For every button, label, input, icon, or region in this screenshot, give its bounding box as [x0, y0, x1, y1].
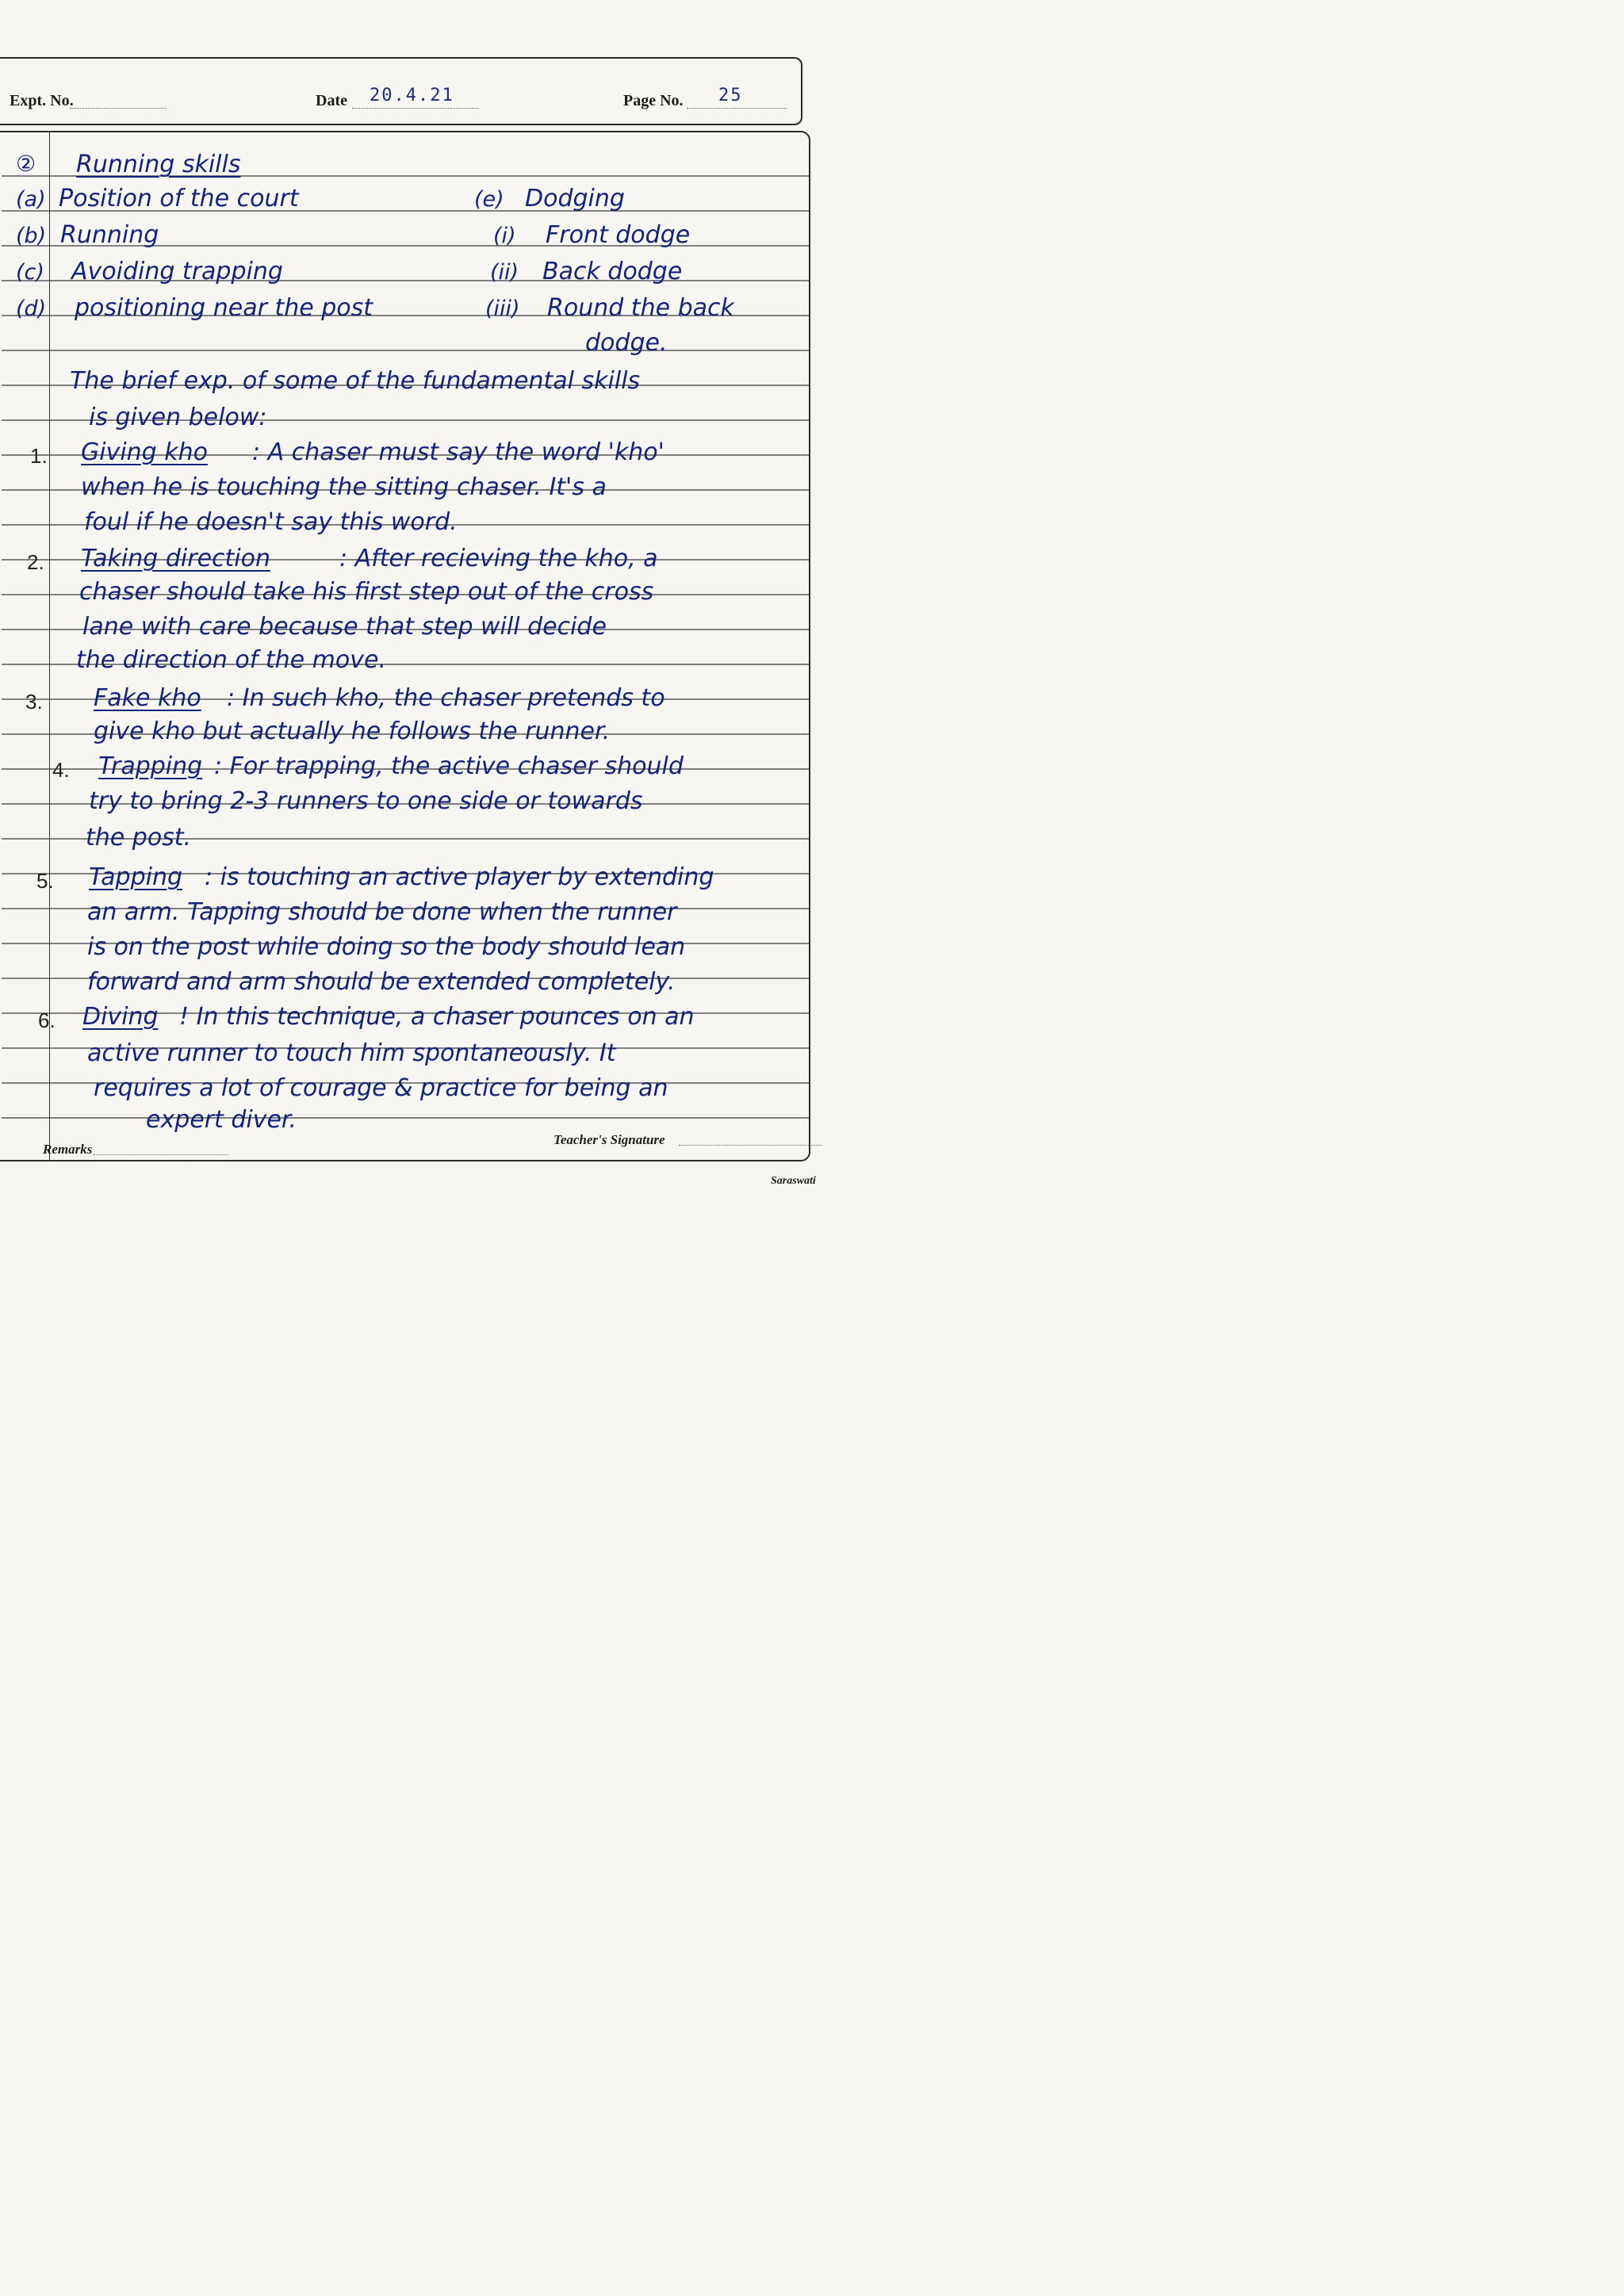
- skill-6-line-4: expert diver.: [146, 1106, 297, 1134]
- item-e-text: Dodging: [525, 185, 625, 212]
- skill-6-line-1: ! In this technique, a chaser pounces on an: [179, 1003, 695, 1031]
- skill-4-heading: Trapping: [98, 752, 203, 780]
- date-value: 20.4.21: [370, 86, 454, 105]
- section-title: Running skills: [76, 151, 241, 178]
- sub-item-ii-text: Back dodge: [542, 258, 683, 285]
- skill-5-heading: Tapping: [89, 863, 183, 891]
- margin-line: [49, 131, 50, 1161]
- skill-4-line-2: try to bring 2-3 runners to one side or towards: [89, 787, 643, 815]
- sub-item-iii-text: Round the back: [547, 294, 734, 322]
- expt-no-field: [70, 108, 167, 109]
- skill-6-line-2: active runner to touch him spontaneously. It: [87, 1039, 616, 1067]
- teacher-signature-field: [679, 1145, 822, 1146]
- item-c-marker: (c): [16, 260, 44, 285]
- section-number: ②: [16, 151, 36, 177]
- skill-5-line-4: forward and arm should be extended completely.: [87, 968, 676, 996]
- teacher-signature-label: Teacher's Signature: [553, 1132, 665, 1147]
- brand-name: Saraswati: [771, 1175, 816, 1187]
- item-a-text: Position of the court: [59, 185, 299, 212]
- remarks-label: Remarks: [43, 1142, 93, 1157]
- item-e-marker: (e): [474, 187, 504, 212]
- page-no-field: [687, 108, 787, 109]
- sub-item-i-text: Front dodge: [546, 221, 691, 249]
- expt-no-label: Expt. No.: [10, 92, 74, 109]
- skill-6-number: 6.: [38, 1008, 56, 1032]
- skill-3-number: 3.: [25, 690, 43, 714]
- item-a-marker: (a): [16, 187, 46, 212]
- skill-6-line-3: requires a lot of courage & practice for being an: [94, 1074, 668, 1102]
- item-b-text: Running: [60, 221, 159, 249]
- skill-2-line-2: chaser should take his first step out of the cross: [79, 578, 654, 606]
- intro-line-2: is given below:: [89, 404, 267, 431]
- skill-1-heading: Giving kho: [81, 438, 209, 466]
- skill-1-line-3: foul if he doesn't say this word.: [84, 508, 458, 536]
- date-label: Date: [316, 92, 347, 109]
- skill-2-line-3: lane with care because that step will decide: [82, 613, 607, 641]
- skill-5-line-3: is on the post while doing so the body should lean: [87, 933, 686, 961]
- skill-5-line-1: : is touching an active player by extending: [205, 863, 714, 891]
- skill-6-heading: Diving: [82, 1003, 159, 1031]
- skill-5-number: 5.: [36, 869, 54, 893]
- skill-2-line-1: : After recieving the kho, a: [339, 545, 658, 572]
- intro-line-1: The brief exp. of some of the fundamental skills: [70, 367, 641, 395]
- page-no-value: 25: [718, 86, 743, 105]
- skill-2-number: 2.: [27, 550, 44, 574]
- skill-1-line-2: when he is touching the sitting chaser. It's a: [81, 473, 607, 501]
- sub-item-iii-cont: dodge.: [585, 329, 668, 357]
- item-c-text: Avoiding trapping: [71, 258, 283, 285]
- item-b-marker: (b): [16, 224, 47, 248]
- sub-item-ii-marker: (ii): [490, 260, 519, 285]
- skill-3-line-1: : In such kho, the chaser pretends to: [227, 684, 665, 712]
- skill-5-line-2: an arm. Tapping should be done when the runner: [87, 898, 677, 926]
- notebook-page: [0, 0, 888, 1256]
- skill-4-line-1: : For trapping, the active chaser should: [214, 752, 684, 780]
- sub-item-iii-marker: (iii): [485, 297, 520, 321]
- date-field: [352, 108, 479, 109]
- skill-4-number: 4.: [52, 758, 70, 782]
- skill-3-line-2: give kho but actually he follows the runner.: [94, 718, 611, 745]
- page-no-label: Page No.: [623, 92, 684, 109]
- skill-2-heading: Taking direction: [81, 545, 270, 572]
- sub-item-i-marker: (i): [493, 224, 516, 248]
- item-d-marker: (d): [16, 297, 47, 321]
- skill-3-heading: Fake kho: [94, 684, 201, 712]
- skill-1-number: 1.: [30, 444, 48, 468]
- item-d-text: positioning near the post: [75, 294, 373, 322]
- skill-4-line-3: the post.: [86, 824, 192, 851]
- skill-1-line-1: : A chaser must say the word 'kho': [252, 438, 665, 466]
- remarks-field: [94, 1154, 228, 1155]
- skill-2-line-4: the direction of the move.: [76, 646, 386, 674]
